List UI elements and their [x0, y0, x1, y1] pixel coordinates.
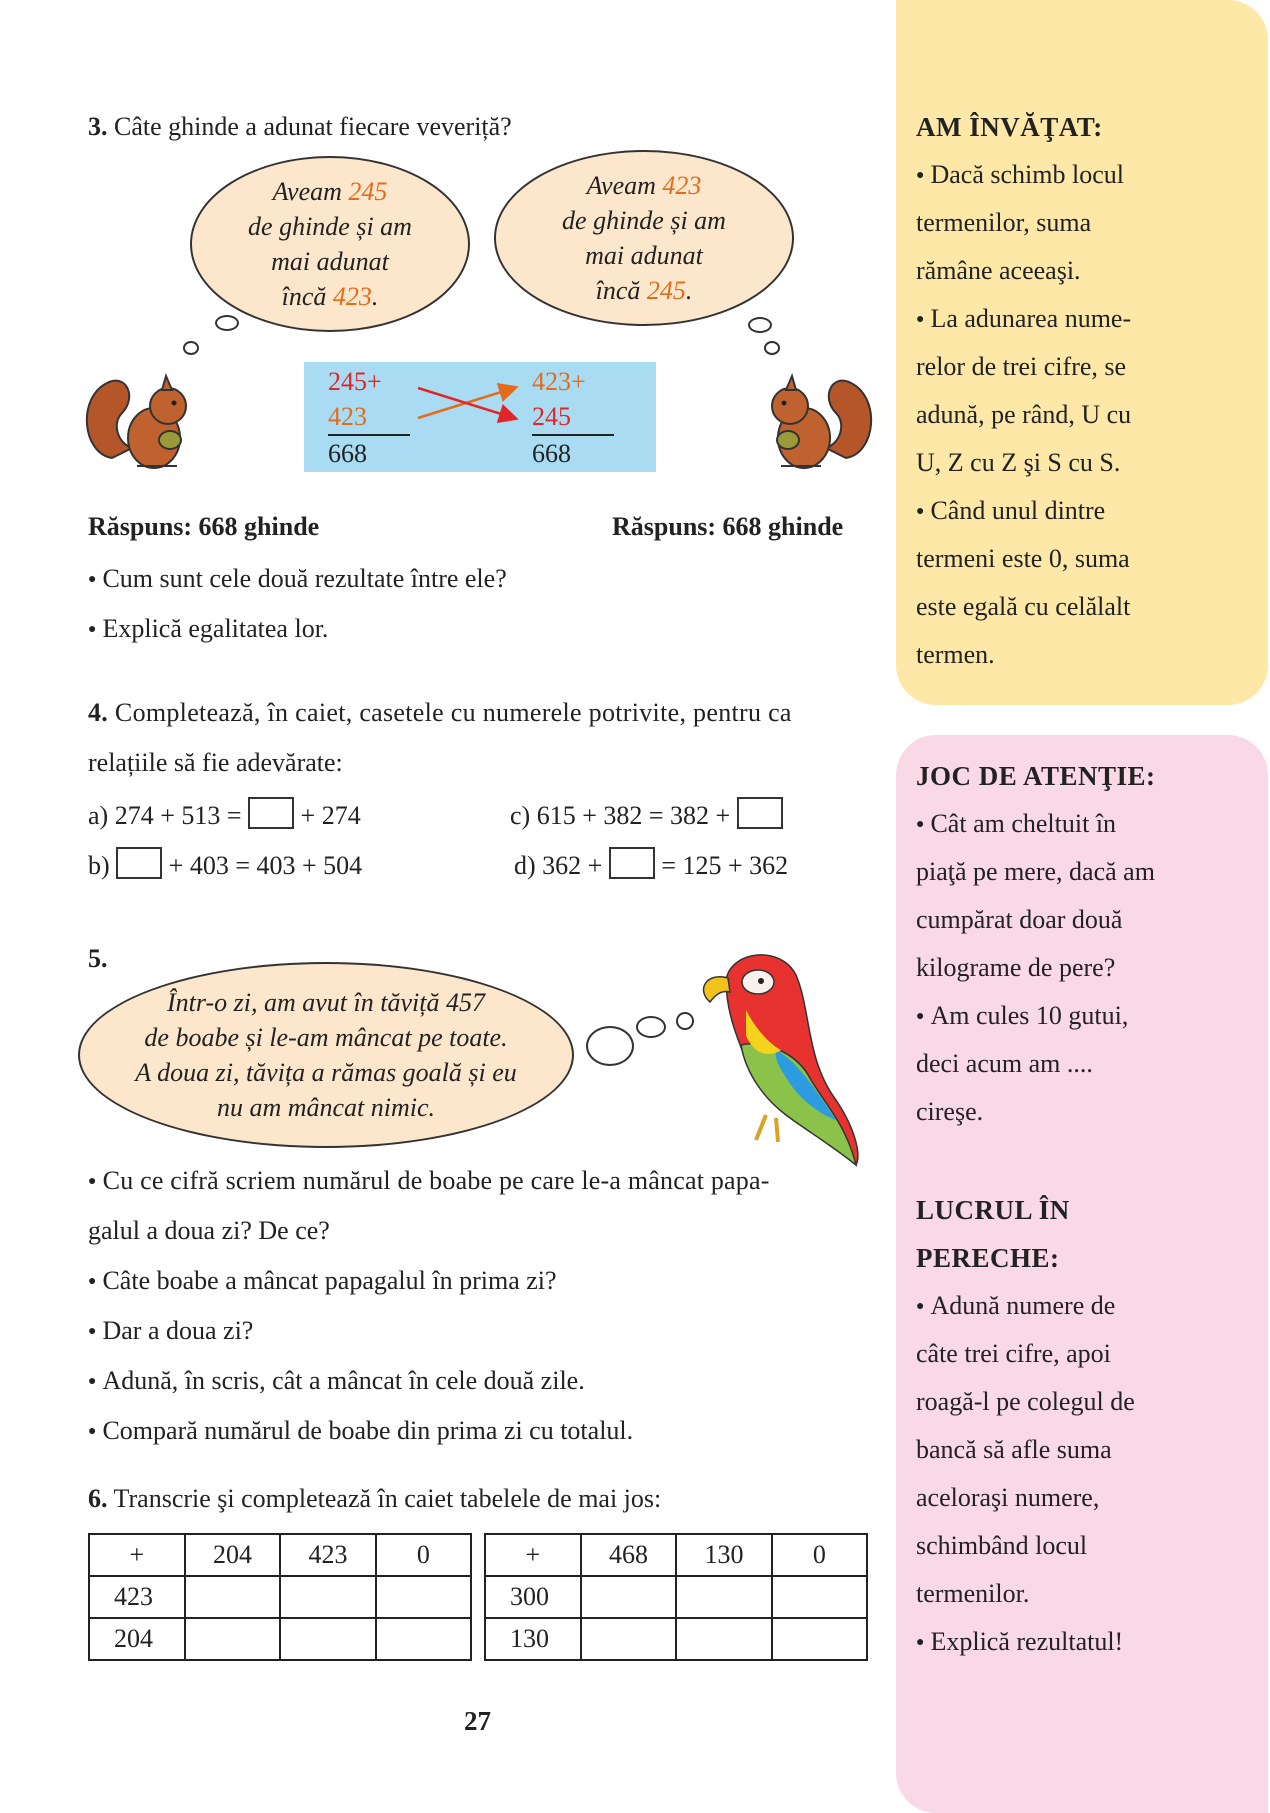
table-cell [185, 1576, 281, 1618]
table-cell [185, 1618, 281, 1660]
sidebar-joc-title: JOC DE ATENŢIE: [916, 761, 1156, 791]
sidebar-pair-title-1: LUCRUL ÎN [916, 1195, 1070, 1225]
sidebar-attention-game [896, 735, 1268, 1813]
sidebar-joc-line: cumpărat doar două [916, 905, 1123, 934]
calc-right [532, 364, 614, 471]
ex5-bullet-2: ● Câte boabe a mâncat papagalul în prima zi? [88, 1266, 557, 1296]
table-header-cell: 204 [185, 1534, 281, 1576]
ex4-number: 4. [88, 698, 109, 727]
table-row [89, 1576, 471, 1618]
ex4-item-a: a) 274 + 513 = + 274 [88, 797, 361, 831]
table-header-cell: + [89, 1534, 185, 1576]
calc-right-sum: 668 [532, 439, 571, 468]
addition-table-2 [484, 1533, 868, 1661]
table-row-label: 204 [89, 1618, 185, 1660]
ex4-item-b: b) + 403 = 403 + 504 [88, 847, 362, 881]
thought-dot [748, 317, 772, 333]
answer-right: Răspuns: 668 ghinde [612, 512, 844, 541]
table-header-cell: 0 [772, 1534, 867, 1576]
table-cell [376, 1618, 471, 1660]
sidebar-learned-line: termenilor, suma [916, 208, 1092, 237]
table-header-cell: 0 [376, 1534, 471, 1576]
sidebar-learned-line: relor de trei cifre, se [916, 352, 1127, 381]
sidebar-pair-line: câte trei cifre, apoi [916, 1339, 1111, 1368]
sidebar-pair-title-2: PERECHE: [916, 1243, 1060, 1273]
ex5-bullet-1: ● Cu ce cifră scriem numărul de boabe pe care le-a mâncat papa- [88, 1166, 770, 1196]
table-cell [676, 1576, 772, 1618]
calc-left-sum: 668 [328, 439, 367, 468]
answer-box [737, 797, 783, 829]
table-header-cell: 468 [581, 1534, 677, 1576]
ex4-instruction-1: 4. Completează, în caiet, casetele cu numerele potrivite, pentru ca [88, 698, 792, 727]
calc-right-a: 423+ [532, 367, 586, 396]
sidebar-joc-line: deci acum am .... [916, 1049, 1093, 1078]
table-cell [280, 1576, 376, 1618]
table-row-label: 423 [89, 1576, 185, 1618]
sidebar-learned-line: ● Când unul dintre [916, 496, 1105, 526]
sidebar-learned-line: este egală cu celălalt [916, 592, 1131, 621]
table-cell [280, 1618, 376, 1660]
table-row [485, 1576, 867, 1618]
thought-bubble-right: Aveam 423 de ghinde și am mai adunat încă 245. [494, 150, 794, 326]
sidebar-pair-line: aceloraşi numere, [916, 1483, 1100, 1512]
ex4-item-c: c) 615 + 382 = 382 + [510, 797, 783, 831]
sidebar-pair-line: bancă să afle suma [916, 1435, 1112, 1464]
answer-box [116, 847, 162, 879]
thought-dot [586, 1026, 634, 1066]
ex3-question [88, 112, 512, 142]
sidebar-learned-line: rămâne aceeaşi. [916, 256, 1081, 285]
answer-box [248, 797, 294, 829]
table-cell [772, 1618, 867, 1660]
table-cell [772, 1576, 867, 1618]
table-header-cell: + [485, 1534, 581, 1576]
sidebar-learned-line: adună, pe rând, U cu [916, 400, 1132, 429]
squirrel-illustration-left [82, 358, 202, 478]
ex5-bullet-3: ● Dar a doua zi? [88, 1316, 253, 1346]
sidebar-learned-line: termen. [916, 640, 995, 669]
sidebar-pair-line: roagă-l pe colegul de [916, 1387, 1135, 1416]
sidebar-learned-line: U, Z cu Z şi S cu S. [916, 448, 1121, 477]
table-cell [376, 1576, 471, 1618]
parrot-thought-bubble: Într-o zi, am avut în tăviță 457 de boabe și le-am mâncat pe toate. A doua zi, tăvița a rămas goală și eu nu am mâncat nimic. [78, 962, 574, 1148]
answer-left: Răspuns: 668 ghinde [88, 512, 320, 541]
addition-comparison-box [304, 362, 656, 472]
sidebar-pair-line: ● Adună numere de [916, 1291, 1115, 1321]
sidebar-joc-line: kilograme de pere? [916, 953, 1116, 982]
squirrel-illustration-right [756, 358, 876, 478]
swap-arrows [414, 382, 524, 424]
page-number: 27 [464, 1706, 491, 1736]
ex4-item-d: d) 362 + = 125 + 362 [514, 847, 788, 881]
sidebar-joc-line: ● Cât am cheltuit în [916, 809, 1116, 839]
ex5-bullet-5: ● Compară numărul de boabe din prima zi cu totalul. [88, 1416, 633, 1446]
thought-dot [764, 341, 780, 355]
sidebar-learned-line: ● La adunarea nume- [916, 304, 1131, 334]
sidebar-joc-line: piaţă pe mere, dacă am [916, 857, 1155, 886]
table-header-cell: 423 [280, 1534, 376, 1576]
ex3-bullet-1: ● Cum sunt cele două rezultate între ele? [88, 564, 507, 594]
sidebar-pair-line: termenilor. [916, 1579, 1030, 1608]
sidebar-joc-line: ● Am cules 10 gutui, [916, 1001, 1128, 1031]
sidebar-learned-line: termeni este 0, suma [916, 544, 1130, 573]
ex5-number: 5. [88, 944, 108, 973]
thought-dot [636, 1016, 666, 1038]
table-cell [581, 1576, 677, 1618]
thought-bubble-left: Aveam 245 de ghinde și am mai adunat încă 423. [190, 156, 470, 332]
sidebar-learned [896, 0, 1268, 705]
table-row [485, 1618, 867, 1660]
sidebar-pair-line: ● Explică rezultatul! [916, 1627, 1123, 1657]
ex3-bullet-2: ● Explică egalitatea lor. [88, 614, 328, 644]
ex5-bullet-4: ● Adună, în scris, cât a mâncat în cele două zile. [88, 1366, 585, 1396]
parrot-illustration [686, 950, 882, 1170]
calc-left-b: 423 [328, 402, 367, 431]
table-row-label: 300 [485, 1576, 581, 1618]
table-row [89, 1618, 471, 1660]
ex4-instruction-2: relațiile să fie adevărate: [88, 748, 343, 777]
ex3-question-text: Câte ghinde a adunat fiecare veveriță? [114, 112, 512, 141]
sidebar-pair-line: schimbând locul [916, 1531, 1088, 1560]
thought-dot [215, 315, 239, 331]
table-cell [581, 1618, 677, 1660]
table-header-cell: 130 [676, 1534, 772, 1576]
addition-table-1 [88, 1533, 472, 1661]
ex6-instruction: 6. Transcrie şi completează în caiet tabelele de mai jos: [88, 1484, 662, 1513]
ex6-number: 6. [88, 1484, 108, 1513]
ex5-bullet-1-cont: galul a doua zi? De ce? [88, 1216, 330, 1245]
ex3-number: 3. [88, 112, 108, 141]
calc-left-a: 245+ [328, 367, 382, 396]
sidebar-joc-line: cireşe. [916, 1097, 984, 1126]
sidebar-learned-line: ● Dacă schimb locul [916, 160, 1124, 190]
calc-left [328, 364, 410, 471]
sidebar-learned-title: AM ÎNVĂŢAT: [916, 112, 1103, 142]
answer-box [609, 847, 655, 879]
table-cell [676, 1618, 772, 1660]
table-row-label: 130 [485, 1618, 581, 1660]
calc-right-b: 245 [532, 402, 571, 431]
thought-dot [183, 341, 199, 355]
